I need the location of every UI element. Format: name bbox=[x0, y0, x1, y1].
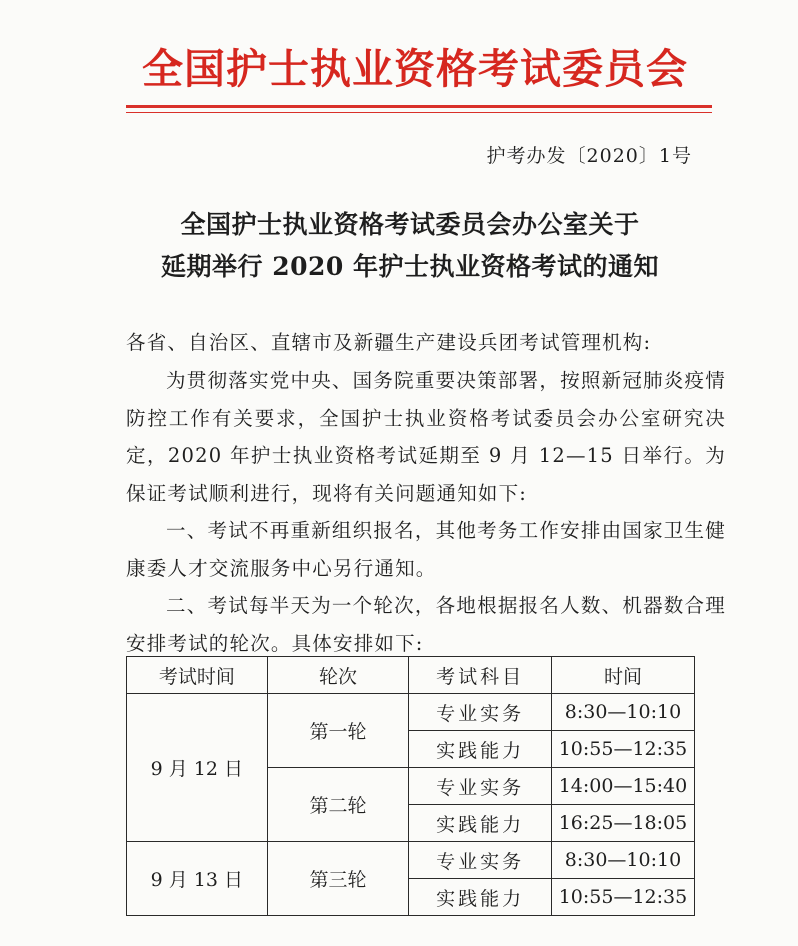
header-time: 时间 bbox=[551, 657, 694, 694]
cell-subject: 专业实务 bbox=[409, 694, 552, 731]
cell-round: 第三轮 bbox=[267, 842, 409, 916]
header-red-rule-thick bbox=[126, 105, 712, 108]
cell-time: 8:30—10:10 bbox=[551, 842, 694, 879]
cell-time: 10:55—12:35 bbox=[551, 879, 694, 916]
cell-date: 9 月 13 日 bbox=[127, 842, 268, 916]
cell-subject: 专业实务 bbox=[409, 768, 552, 805]
header-round: 轮次 bbox=[267, 657, 409, 694]
cell-time: 8:30—10:10 bbox=[551, 694, 694, 731]
body-paragraph-1: 为贯彻落实党中央、国务院重要决策部署，按照新冠肺炎疫情防控工作有关要求，全国护士执业资格考试委员会办公室研究决定，2020 年护士执业资格考试延期至 9 月 12—15 日举行。为保证考试顺利进行，现将有关问题通知如下: bbox=[126, 369, 726, 505]
cell-subject: 实践能力 bbox=[409, 879, 552, 916]
header-exam-date: 考试时间 bbox=[127, 657, 268, 694]
table-row bbox=[127, 842, 695, 879]
document-number: 护考办发〔2020〕1号 bbox=[486, 145, 692, 167]
table-row bbox=[127, 694, 695, 731]
organization-header: 全国护士执业资格考试委员会 bbox=[142, 45, 688, 93]
cell-date: 9 月 12 日 bbox=[127, 694, 268, 842]
body-paragraph-2: 一、考试不再重新组织报名，其他考务工作安排由国家卫生健康委人才交流服务中心另行通知。 bbox=[126, 519, 726, 580]
header-red-rule-thin bbox=[126, 112, 712, 113]
cell-time: 16:25—18:05 bbox=[551, 805, 694, 842]
document-title-line-1: 全国护士执业资格考试委员会办公室关于 bbox=[180, 210, 640, 239]
document-title-line-2: 延期举行 2020 年护士执业资格考试的通知 bbox=[161, 252, 659, 281]
cell-time: 10:55—12:35 bbox=[551, 731, 694, 768]
exam-schedule-table bbox=[126, 656, 695, 916]
body-paragraph-3: 二、考试每半天为一个轮次，各地根据报名人数、机器数合理安排考试的轮次。具体安排如下: bbox=[126, 594, 726, 655]
cell-subject: 实践能力 bbox=[409, 731, 552, 768]
cell-round: 第二轮 bbox=[267, 768, 409, 842]
cell-time: 14:00—15:40 bbox=[551, 768, 694, 805]
cell-subject: 专业实务 bbox=[409, 842, 552, 879]
header-subject: 考试科目 bbox=[409, 657, 552, 694]
cell-round: 第一轮 bbox=[267, 694, 409, 768]
salutation: 各省、自治区、直辖市及新疆生产建设兵团考试管理机构: bbox=[126, 331, 652, 354]
cell-subject: 实践能力 bbox=[409, 805, 552, 842]
table-header-row bbox=[127, 657, 695, 694]
